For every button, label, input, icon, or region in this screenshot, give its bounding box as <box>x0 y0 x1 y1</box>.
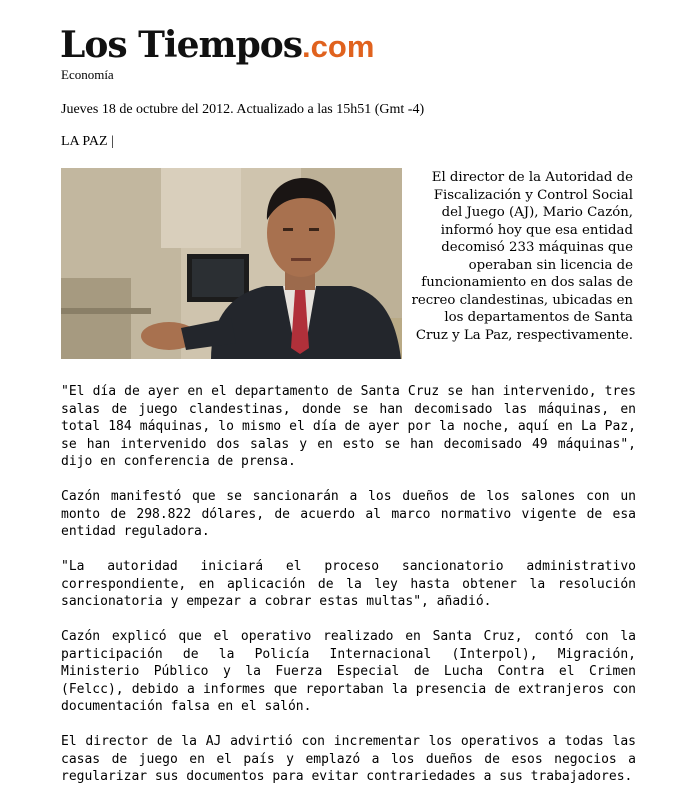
portrait-photo <box>61 168 402 359</box>
article-paragraph: Cazón explicó que el operativo realizado en Santa Cruz, contó con la participación de la Policía Internacional (Interpol), Migración, Ministerio Público y la Fuerza Especial de Lucha Contra el Crimen (Felcc), debido a informes que reportaban la presencia de extranjeros con documentación falsa en el salón. <box>61 629 636 715</box>
masthead-logo <box>60 22 374 68</box>
article-dateline: Jueves 18 de octubre del 2012. Actualizado a las 15h51 (Gmt -4) <box>61 102 425 117</box>
article-paragraph: "La autoridad iniciará el proceso sancionatorio administrativo correspondiente, en aplicación de la ley hasta obtener la resolución sancionatoria y empezar a cobrar estas multas", añadió. <box>61 559 636 610</box>
section-label: Economía <box>61 67 114 82</box>
article-paragraph: El director de la AJ advirtió con incrementar los operativos a todas las casas de juego en el país y emplazó a los dueños de esos negocios a regularizar sus documentos para evitar contrariedades a sus trabajadores. <box>61 734 636 785</box>
article-paragraph: Cazón manifestó que se sancionarán a los dueños de los salones con un monto de 298.822 dólares, de acuerdo al marco normativo vigente de esa entidad reguladora. <box>61 489 636 540</box>
logo-domain: .com <box>302 29 375 64</box>
logo-name: Los Tiempos <box>60 24 303 66</box>
article-paragraph: "El día de ayer en el departamento de Santa Cruz se han intervenido, tres salas de juego clandestinas, donde se han decomisado las máquinas, en total 184 máquinas, lo mismo el día de ayer por la noche, aquí en La Paz, se han intervenido dos salas y en esto se han decomisado 49 máquinas", dijo en conferencia de prensa. <box>61 384 636 470</box>
article-lede: El director de la Autoridad de Fiscalización y Control Social del Juego (AJ), Mario Cazón, informó hoy que esa entidad decomisó 233 máquinas que operaban sin licencia de funcionamiento en dos salas de recreo clandestinas, ubicadas en los departamentos de Santa Cruz y La Paz, respectivamente. <box>411 170 633 343</box>
article-place: LA PAZ | <box>61 134 114 149</box>
